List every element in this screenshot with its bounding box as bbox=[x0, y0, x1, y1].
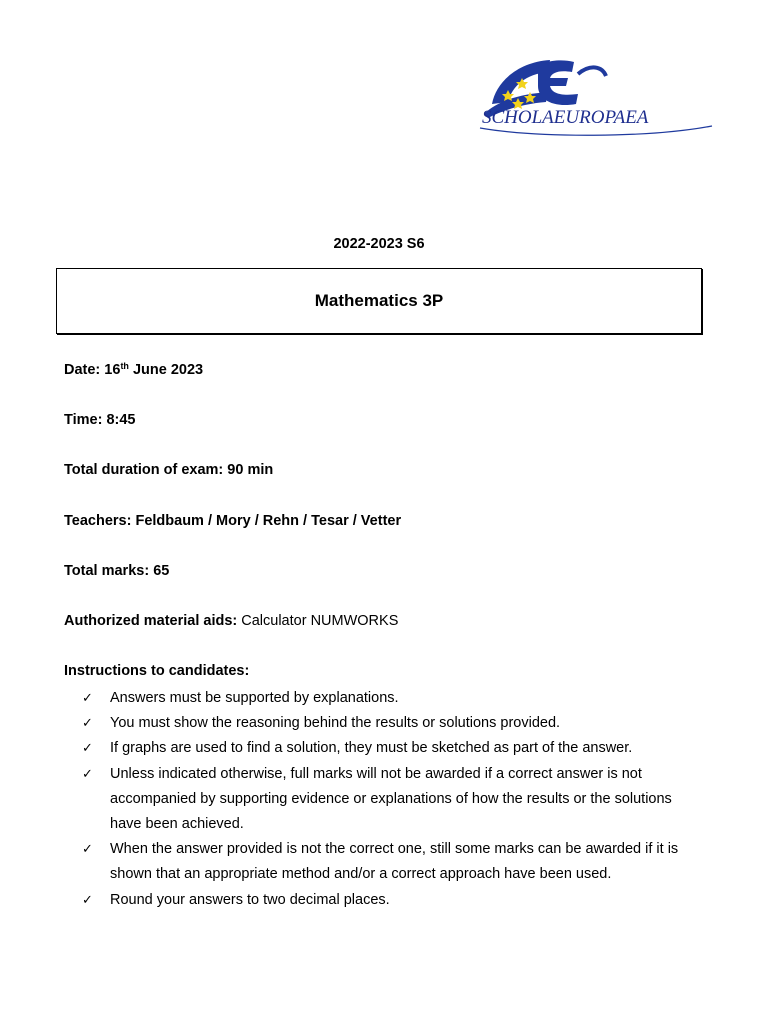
list-item bbox=[82, 888, 702, 913]
instruction-text: Unless indicated otherwise, full marks will not be awarded if a correct answer is not accompanied by supporting evidence or explanations of how the results or the solutions have been achieved. bbox=[110, 765, 672, 833]
exam-time-field bbox=[64, 412, 135, 428]
aids-value: Calculator NUMWORKS bbox=[241, 613, 399, 629]
instruction-text: If graphs are used to find a solution, they must be sketched as part of the answer. bbox=[110, 740, 633, 757]
list-item bbox=[82, 736, 702, 761]
date-suffix: th bbox=[120, 361, 129, 371]
teachers-value: Feldbaum / Mory / Rehn / Tesar / Vetter bbox=[135, 513, 402, 529]
checkmark-icon: ✓ bbox=[82, 691, 93, 706]
authorized-aids-field bbox=[64, 613, 398, 629]
duration-label: Total duration of exam: bbox=[64, 462, 224, 478]
instruction-text: You must show the reasoning behind the results or solutions provided. bbox=[110, 715, 561, 732]
list-item bbox=[82, 762, 702, 838]
instruction-text: Answers must be supported by explanations. bbox=[110, 690, 399, 706]
subject-title: Mathematics 3P bbox=[314, 291, 444, 310]
date-day: 16 bbox=[104, 362, 121, 378]
instructions-heading: Instructions to candidates: bbox=[64, 663, 250, 679]
teachers-field bbox=[64, 513, 401, 529]
time-label: Time: bbox=[64, 412, 103, 428]
duration-value: 90 min bbox=[227, 462, 274, 478]
instruction-text: When the answer provided is not the correct one, still some marks can be awarded if it is shown that an appropriate method and/or a correct approach have been used. bbox=[110, 841, 679, 883]
instruction-text: Round your answers to two decimal places. bbox=[110, 891, 390, 908]
checkmark-icon: ✓ bbox=[82, 842, 93, 858]
checkmark-icon: ✓ bbox=[82, 741, 93, 757]
list-item bbox=[82, 686, 702, 711]
instructions-list bbox=[82, 686, 702, 913]
subject-title-box bbox=[56, 268, 702, 334]
school-year-heading: 2022-2023 S6 bbox=[333, 236, 425, 252]
checkmark-icon: ✓ bbox=[82, 892, 93, 908]
date-label: Date: bbox=[64, 362, 101, 378]
total-marks-field bbox=[64, 563, 169, 579]
exam-duration-field bbox=[64, 462, 273, 478]
checkmark-icon: ✓ bbox=[82, 766, 93, 782]
list-item bbox=[82, 711, 702, 736]
schola-europaea-logo bbox=[478, 52, 714, 140]
marks-label: Total marks: bbox=[64, 563, 150, 579]
logo-wordmark: SCHOLAEUROPAEA bbox=[482, 107, 649, 128]
exam-date-field bbox=[64, 362, 203, 378]
checkmark-icon: ✓ bbox=[82, 716, 93, 732]
date-month-year: June 2023 bbox=[132, 362, 204, 378]
aids-label: Authorized material aids: bbox=[64, 613, 238, 629]
teachers-label: Teachers: bbox=[64, 513, 132, 529]
marks-value: 65 bbox=[153, 563, 170, 579]
time-value: 8:45 bbox=[106, 412, 136, 428]
list-item bbox=[82, 837, 702, 887]
